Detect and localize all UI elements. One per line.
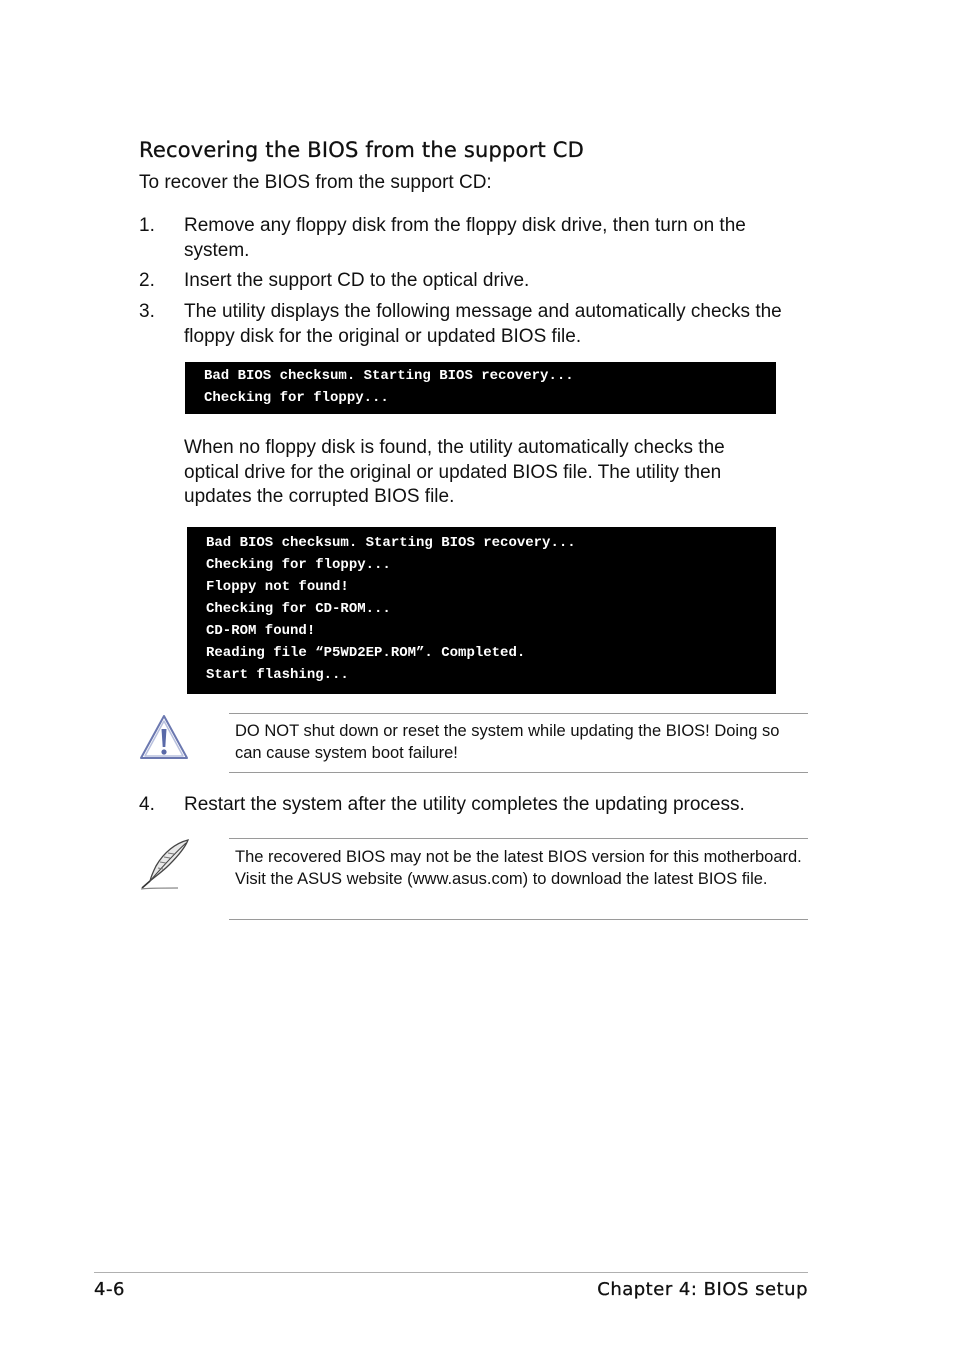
console-line: CD-ROM found! (206, 623, 316, 639)
console-output-floppy-check (185, 362, 776, 414)
warning-callout (229, 713, 808, 773)
console-line: Checking for floppy... (206, 557, 391, 573)
step-1 (139, 214, 799, 263)
console-output-cd-recovery (187, 527, 776, 694)
console-line: Start flashing... (206, 667, 349, 683)
warning-triangle-icon (139, 713, 191, 761)
step-text: Restart the system after the utility completes the updating process. (184, 794, 745, 815)
intro-text: To recover the BIOS from the support CD: (139, 172, 492, 193)
step-number: 4. (139, 794, 155, 815)
console-line: Checking for CD-ROM... (206, 601, 391, 617)
explanation-paragraph: When no floppy disk is found, the utility automatically checks the optical drive for the original or updated BIOS file. The utility then updates the corrupted BIOS file. (184, 437, 725, 507)
console-line: Reading file “P5WD2EP.ROM”. Completed. (206, 645, 526, 661)
step-4 (139, 793, 819, 818)
step-text: Remove any floppy disk from the floppy disk drive, then turn on the system. (184, 215, 746, 261)
quill-pen-icon (138, 838, 192, 892)
step-3 (139, 300, 799, 349)
step-number: 3. (139, 301, 155, 322)
note-callout (229, 838, 808, 920)
step-number: 1. (139, 215, 155, 236)
chapter-title: Chapter 4: BIOS setup (597, 1279, 808, 1300)
console-line: Bad BIOS checksum. Starting BIOS recovery... (204, 368, 574, 384)
page-number: 4-6 (94, 1279, 125, 1300)
footer-divider (94, 1272, 808, 1273)
note-text: The recovered BIOS may not be the latest BIOS version for this motherboard. Visit the ASUS website (www.asus.com) to download the latest BIOS file. (235, 848, 802, 888)
step-text: Insert the support CD to the optical drive. (184, 270, 530, 291)
step-number: 2. (139, 270, 155, 291)
warning-text: DO NOT shut down or reset the system while updating the BIOS! Doing so can cause system boot failure! (235, 722, 780, 762)
step-text: The utility displays the following message and automatically checks the floppy disk for the original or updated BIOS file. (184, 301, 782, 347)
step-2 (139, 269, 799, 294)
console-line: Bad BIOS checksum. Starting BIOS recovery... (206, 535, 576, 551)
console-line: Checking for floppy... (204, 390, 389, 406)
section-title: Recovering the BIOS from the support CD (139, 138, 584, 162)
console-line: Floppy not found! (206, 579, 349, 595)
